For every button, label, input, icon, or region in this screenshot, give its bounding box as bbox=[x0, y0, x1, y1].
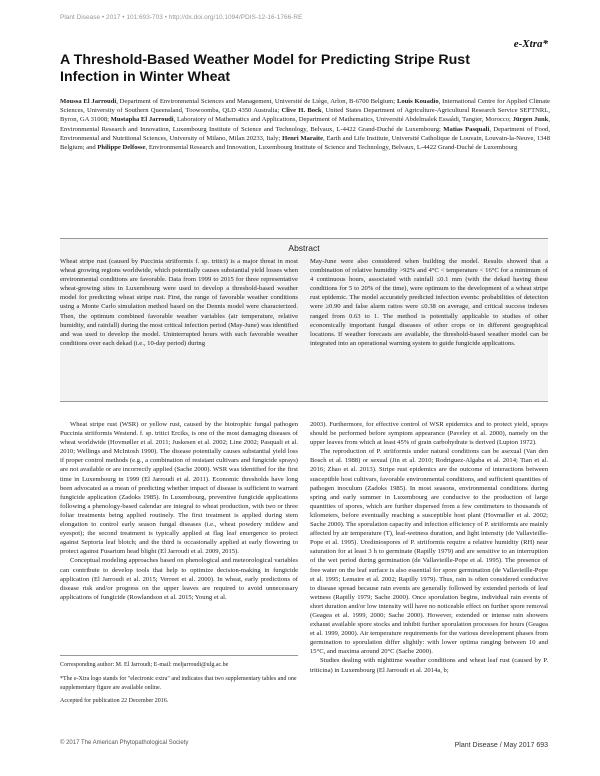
author-affiliation: , Laboratory of Mathematics and Applications, Department of Mathematics, Université Abdelmalek Essaâdi, Tangier, Morocco; bbox=[173, 116, 513, 124]
body-paragraph: Conceptual modeling approaches based on phenological and meteorological variables can contribute to develop tools that help to optimize decision-making in fungicide application (El Jarroudi et al. 2015; Verreet et al. 2000). In wheat, early predictions of disease risk and/or progress on the upper leaves are required to avoid unnecessary applications of fungicide (Rowlandson et al. 2015; Young et al. bbox=[60, 557, 298, 601]
author-name: Mustapha El Jarroudi bbox=[110, 116, 174, 124]
abstract-left-column: Wheat stripe rust (caused by Puccinia striiformis f. sp. tritici) is a major threat in most wheat growing regions worldwide, which potentially causes substantial yield losses when environmental conditions are favorable. Data from 1999 to 2015 for three representative wheat-growing sites in Luxembourg were used to develop a threshold-based weather model for predicting wheat stripe rust. First, the range of favorable weather conditions using a Monte Carlo simulation method based on the Dennis model were characterized. Then, the optimum combined favorable weather variables (air temperature, relative humidity, and rainfall) during the most critical infection period (May-June) was identified and was used to develop the model. Uninterrupted hours with such favorable weather conditions over each dekad (i.e., 10-day period) during bbox=[60, 258, 298, 347]
author-affiliation: , Department of Environmental Sciences and Management, Université de Liège, Arlon, B-6700 Belgium; bbox=[116, 98, 397, 105]
accepted-date: Accepted for publication 22 December 2016. bbox=[60, 698, 169, 704]
author-affiliation: , Environmental Research and Innovation, Luxembourg Institute of Science and Technology, Belvaux, L-4422 Grand-Duché de Luxembourg; bbox=[60, 116, 550, 133]
author-name: Moussa El Jarroudi bbox=[60, 98, 117, 105]
body-paragraph: Studies dealing with nighttime weather conditions and wheat leaf rust (caused by P. triticina) in Luxembourg (El Jarroudi et al. 2014a, b; bbox=[310, 657, 548, 674]
author-affiliation: , International Centre for Applied Climate Sciences, University of Southern Queensland, Toowoomba, QLD 4350 Australia; bbox=[60, 98, 550, 115]
body-right-column bbox=[310, 420, 548, 675]
footnote-divider bbox=[60, 655, 298, 656]
author-name: Louis Kouadio bbox=[396, 98, 439, 105]
author-list bbox=[60, 97, 550, 152]
author-name: Philippe Delfosse bbox=[97, 144, 146, 152]
paper-title: A Threshold-Based Weather Model for Predicting Stripe Rust Infection in Winter Wheat bbox=[60, 52, 470, 85]
body-paragraph: Wheat stripe rust (WSR) or yellow rust, caused by the biotrophic fungal pathogen Puccinia striiformis Westend. f. sp. tritici Erciks, is one of the most damaging diseases of wheat worldwide (Hovmøller et al. 2011; Juskesen et al. 2002; Line 2002; Pasquali et al. 2010; Wellings and McIntosh 1990). The disease potentially causes substantial yield loss if proper control methods (e.g., a combination of resistant cultivars and fungicide sprays) are not available or are incorrectly applied (Sache 2000). WSR was identified for the first time in Luxembourg in 1999 (El Jarroudi et al. 2011). Economic thresholds have long been advocated as a mean of predicting whether impact of disease is sufficient to warrant fungicide application (Zadoks 1985). In Luxembourg, preventive fungicide applications following a phenology-based calendar are integral to wheat production, with two or three foliar treatments being applied routinely. The first treatment is applied during stem elongation to control early season fungal diseases (i.e., wheat powdery mildew and eyespot); the second treatment is typically applied at flag leaf emergence to protect against Septoria leaf blotch; and the third is occasionally applied at early flowering to protect against Fusarium head blight (El Jarroudi et al. 2009, 2015). bbox=[60, 421, 298, 556]
abstract-right-column: May-June were also considered when building the model. Results showed that a combination of relative humidity >92% and 4°C < temperature < 16°C for a minimum of 4 continuous hours, associated with rainfall ≤0.1 mm (with the dekad having these conditions for 5 to 20% of the time), were optimum to the development of a wheat stripe rust epidemic. The model accurately predicted infection events: probabilities of detection were ≥0.90 and false alarm ratios were ≤0.38 on average, and critical success indexes ranged from 0.63 to 1. The method is potentially applicable to studies of other economically important fungal diseases of other crops or in different geographical locations. If weather forecasts are available, the threshold-based weather model can be integrated into an operational warning system to guide fungicide applications. bbox=[310, 258, 548, 347]
author-name: Henri Maraite bbox=[282, 134, 324, 142]
author-name: Matias Pasquali bbox=[443, 125, 490, 133]
author-name: Clive H. Bock bbox=[281, 107, 322, 115]
author-name: Jürgen Junk bbox=[512, 116, 549, 124]
corresponding-author: Corresponding author: M. El Jarroudi; E-mail: meljarroudi@ulg.ac.be bbox=[60, 662, 229, 668]
body-paragraph: The reproduction of P. striiformis under natural conditions can be asexual (Van den Bosch et al. 1988) or sexual (Jin et al. 2010; Rodriguez-Algaba et al. 2014; Tian et al. 2016; Zhao et al. 2013). Stripe rust epidemics are the outcome of interactions between susceptible host cultivars, favorable environmental conditions, and sufficient quantities of pathogen inoculum (Zadoks 1985). In most seasons, environmental conditions during spring and early summer in Luxembourg are conducive to the production of large quantities of spores, which are further dispersed from a few centimeters to thousands of kilometers, before eventually reaching a susceptible host plant (Hovmøller et al. 2002; Sache 2000). The sporulation capacity and infection efficiency of P. striiformis are mainly affected by air temperature (T), leaf-wetness duration, and light intensity (de Vallavieille-Pope et al. 1995). Urediniospores of P. striiformis require a relative humidity (RH) near saturation for at least 3 h to germinate (Rapilly 1979) and are sensitive to an interruption of the wet period during germination (de Vallavieille-Pope et al. 1995). The presence of free water on the leaf surface is also essential for spore germination (de Vallavieille-Pope et al. 1995; Lemaire et al. 2002; Rapilly 1979). Thus, rain is often considered conducive to disease spread because rain events are generally followed by extended periods of leaf wetness (Rapilly 1979; Sache 2000). Once sporulation begins, individual rain events of short duration and/or low intensity will have no noticeable effect on further spore removal (Geagea et al. 1999, 2000; Sache 2000). However, extended or intense rain showers exhaust available spore stocks and inhibit further sporulation processes for hours (Geagea et al. 1999, 2000). Air temperature requirements for the various development phases from germination to sporulation differ slightly: with lower optima ranging between 10 and 15°C, and maxima around 20°C (Sache 2000). bbox=[310, 448, 548, 656]
body-left-column bbox=[60, 420, 298, 602]
author-affiliation: , Environmental Research and Innovation, Luxembourg Institute of Science and Technology, Belvaux, L-4422 Grand-Duché de Luxembourg bbox=[145, 144, 518, 152]
page-footer: Plant Disease / May 2017 693 bbox=[454, 742, 548, 749]
body-paragraph: 2003). Furthermore, for effective control of WSR epidemics and to protect yield, sprays should be performed before symptom appearance (Paveley et al. 2000), namely on the upper leaves from which at least 45% of grain carbohydrate is derived (Lupton 1972). bbox=[310, 421, 548, 447]
author-affiliation: , United States Department of Agriculture-Agricultural Research Service SEFTNRL, Byron, GA 31008; bbox=[60, 107, 550, 124]
author-affiliation: , Earth and Life Institute, Université Catholique de Louvain, Louvain-la-Neuve, 1348 Belgium; and bbox=[60, 134, 551, 152]
running-header: Plant Disease • 2017 • 101:693-703 • http://dx.doi.org/10.1094/PDIS-12-16-1766-RE bbox=[60, 14, 303, 21]
author-affiliation: , Department of Food, Environmental and Nutritional Sciences, University of Milano, Milan 20233, Italy; bbox=[60, 125, 551, 142]
abstract-heading: Abstract bbox=[288, 243, 320, 253]
copyright: © 2017 The American Phytopathological Society bbox=[60, 740, 189, 746]
e-xtra-note: *The e-Xtra logo stands for "electronic extra" and indicates that two supplementary tables and one supplementary figure are available online. bbox=[60, 676, 297, 691]
e-xtra-logo: e-Xtra* bbox=[513, 38, 548, 50]
